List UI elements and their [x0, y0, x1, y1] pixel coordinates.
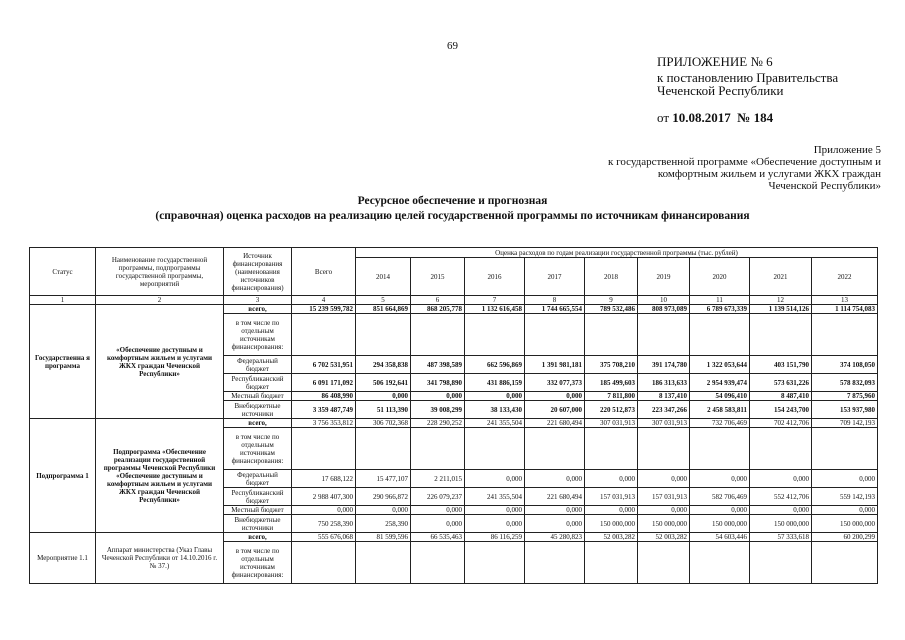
row-value: 732 706,469 — [690, 419, 750, 428]
title-line-2: (справочная) оценка расходов на реализацию целей государственной программы по источникам финансирования — [155, 210, 750, 222]
row-value: 241 355,504 — [465, 419, 525, 428]
row-value — [638, 314, 690, 356]
column-number: 3 — [224, 296, 292, 305]
row-value — [690, 314, 750, 356]
row-value: 228 290,252 — [411, 419, 465, 428]
row-value: 3 359 487,749 — [292, 401, 356, 419]
row-value: 15 477,107 — [356, 470, 411, 488]
row-value — [356, 428, 411, 470]
subappendix-block — [608, 144, 881, 192]
row-value: 8 487,410 — [750, 392, 812, 401]
row-value: 306 702,368 — [356, 419, 411, 428]
row-value: 150 000,000 — [750, 515, 812, 533]
appendix-line-3: Чеченской Республики — [657, 83, 784, 98]
column-number: 7 — [465, 296, 525, 305]
row-value: 20 607,000 — [525, 401, 585, 419]
row-value: 403 151,790 — [750, 356, 812, 374]
column-number: 1 — [30, 296, 96, 305]
row-value: 52 003,282 — [585, 533, 638, 542]
header-total: Всего — [292, 248, 356, 296]
row-value: 868 205,778 — [411, 305, 465, 314]
row-source: Федеральный бюджет — [224, 470, 292, 488]
row-value: 54 603,446 — [690, 533, 750, 542]
row-value: 307 031,913 — [638, 419, 690, 428]
column-number: 8 — [525, 296, 585, 305]
subappendix-line-2: к государственной программе «Обеспечение доступным и — [607, 156, 881, 168]
row-value: 8 137,410 — [638, 392, 690, 401]
subappendix-line-4: Чеченской Республики» — [768, 180, 881, 192]
header-status: Статус — [30, 248, 96, 296]
column-number: 11 — [690, 296, 750, 305]
row-value: 0,000 — [465, 506, 525, 515]
row-source: всего, — [224, 533, 292, 542]
column-number: 2 — [96, 296, 224, 305]
header-year: 2016 — [465, 258, 525, 296]
row-value: 0,000 — [585, 506, 638, 515]
row-value: 186 313,633 — [638, 374, 690, 392]
row-source: Республиканский бюджет — [224, 374, 292, 392]
column-number: 4 — [292, 296, 356, 305]
row-value: 0,000 — [812, 470, 878, 488]
row-source: Республиканский бюджет — [224, 488, 292, 506]
row-value — [812, 428, 878, 470]
row-value: 0,000 — [411, 506, 465, 515]
row-value: 851 664,869 — [356, 305, 411, 314]
row-value — [292, 542, 356, 584]
header-year: 2020 — [690, 258, 750, 296]
row-value: 81 599,596 — [356, 533, 411, 542]
row-value: 555 676,068 — [292, 533, 356, 542]
row-value: 7 811,800 — [585, 392, 638, 401]
row-value: 1 139 514,126 — [750, 305, 812, 314]
row-source: Федеральный бюджет — [224, 356, 292, 374]
row-value: 290 966,872 — [356, 488, 411, 506]
row-source: Внебюджетные источники — [224, 515, 292, 533]
row-value: 60 200,299 — [812, 533, 878, 542]
row-value: 662 596,869 — [465, 356, 525, 374]
row-value — [292, 314, 356, 356]
table-row — [30, 419, 878, 428]
row-value: 38 133,430 — [465, 401, 525, 419]
row-name: Подпрограмма «Обеспечение реализации государственной программы Чеченской Республики «Обеспечение доступным и комфортным жильем и услугами ЖКХ граждан Чеченской Республики» — [96, 419, 224, 533]
row-value — [525, 314, 585, 356]
row-value — [638, 428, 690, 470]
row-source: в том числе по отдельным источникам финансирования: — [224, 428, 292, 470]
row-value: 157 031,913 — [585, 488, 638, 506]
appendix-date-line — [657, 111, 838, 124]
row-value: 57 333,618 — [750, 533, 812, 542]
row-value: 750 258,390 — [292, 515, 356, 533]
row-source: всего, — [224, 305, 292, 314]
header-year: 2021 — [750, 258, 812, 296]
row-value: 6 091 171,092 — [292, 374, 356, 392]
row-value: 332 077,373 — [525, 374, 585, 392]
row-value: 487 398,589 — [411, 356, 465, 374]
row-value: 0,000 — [525, 392, 585, 401]
column-number: 6 — [411, 296, 465, 305]
row-value — [465, 542, 525, 584]
table-row — [30, 533, 878, 542]
row-value: 6 702 531,951 — [292, 356, 356, 374]
row-name: Аппарат министерства (Указ Главы Чеченской Республики от 14.10.2016 г. № 37.) — [96, 533, 224, 584]
title-line-1: Ресурсное обеспечение и прогнозная — [357, 195, 548, 207]
document-title — [0, 194, 905, 224]
row-value — [690, 428, 750, 470]
row-value: 1 114 754,083 — [812, 305, 878, 314]
row-value: 578 832,093 — [812, 374, 878, 392]
row-value — [585, 542, 638, 584]
row-value: 221 680,494 — [525, 419, 585, 428]
row-value: 391 174,780 — [638, 356, 690, 374]
row-value: 0,000 — [411, 392, 465, 401]
row-value: 431 886,159 — [465, 374, 525, 392]
row-value: 45 280,823 — [525, 533, 585, 542]
row-value: 3 756 353,812 — [292, 419, 356, 428]
header-year: 2018 — [585, 258, 638, 296]
row-value: 150 000,000 — [812, 515, 878, 533]
row-value: 0,000 — [638, 506, 690, 515]
appendix-block — [657, 55, 838, 124]
row-value: 789 532,486 — [585, 305, 638, 314]
row-value: 226 079,237 — [411, 488, 465, 506]
row-value: 0,000 — [292, 506, 356, 515]
row-value: 702 412,706 — [750, 419, 812, 428]
row-value: 39 008,299 — [411, 401, 465, 419]
row-value: 1 744 665,554 — [525, 305, 585, 314]
row-value: 220 512,873 — [585, 401, 638, 419]
row-value: 150 000,000 — [585, 515, 638, 533]
row-value: 157 031,913 — [638, 488, 690, 506]
appendix-title: ПРИЛОЖЕНИЕ № 6 — [657, 54, 773, 69]
row-value — [812, 542, 878, 584]
row-value: 294 358,838 — [356, 356, 411, 374]
header-year: 2014 — [356, 258, 411, 296]
row-value: 17 688,122 — [292, 470, 356, 488]
row-value — [356, 314, 411, 356]
row-value: 374 108,050 — [812, 356, 878, 374]
row-value: 258,390 — [356, 515, 411, 533]
row-status: Государственна я программа — [30, 305, 96, 419]
row-value — [690, 542, 750, 584]
row-value — [812, 314, 878, 356]
header-year: 2019 — [638, 258, 690, 296]
row-value: 0,000 — [750, 470, 812, 488]
header-source: Источник финансирования (наименования источников финансирования) — [224, 248, 292, 296]
row-value: 1 132 616,458 — [465, 305, 525, 314]
row-value — [525, 428, 585, 470]
row-value: 573 631,226 — [750, 374, 812, 392]
appendix-date-prefix: от — [657, 110, 670, 125]
row-value — [750, 542, 812, 584]
row-value — [638, 542, 690, 584]
row-value: 0,000 — [356, 506, 411, 515]
row-value: 154 243,700 — [750, 401, 812, 419]
row-value: 2 458 583,811 — [690, 401, 750, 419]
row-value: 552 412,706 — [750, 488, 812, 506]
header-name: Наименование государственной программы, подпрограммы государственной программы, мероприятий — [96, 248, 224, 296]
row-value — [750, 428, 812, 470]
row-value: 221 680,494 — [525, 488, 585, 506]
row-source: Внебюджетные источники — [224, 401, 292, 419]
row-source: в том числе по отдельным источникам финансирования: — [224, 542, 292, 584]
row-status: Подпрограмма 1 — [30, 419, 96, 533]
row-value: 0,000 — [638, 470, 690, 488]
row-value: 66 535,463 — [411, 533, 465, 542]
row-value: 375 708,210 — [585, 356, 638, 374]
row-value: 307 031,913 — [585, 419, 638, 428]
row-value — [356, 542, 411, 584]
row-value: 185 499,603 — [585, 374, 638, 392]
row-value: 808 973,089 — [638, 305, 690, 314]
row-value: 0,000 — [812, 506, 878, 515]
row-source: Местный бюджет — [224, 392, 292, 401]
column-number: 5 — [356, 296, 411, 305]
resource-table — [29, 247, 878, 584]
header-estimate: Оценка расходов по годам реализации государственной программы (тыс. рублей) — [356, 248, 878, 258]
header-year: 2022 — [812, 258, 878, 296]
row-value: 6 789 673,339 — [690, 305, 750, 314]
row-name: «Обеспечение доступным и комфортным жильем и услугами ЖКХ граждан Чеченской Республики» — [96, 305, 224, 419]
column-number: 13 — [812, 296, 878, 305]
row-value: 0,000 — [465, 392, 525, 401]
row-value: 153 937,980 — [812, 401, 878, 419]
row-source: Местный бюджет — [224, 506, 292, 515]
row-value: 150 000,000 — [690, 515, 750, 533]
page-number: 69 — [447, 40, 458, 52]
row-value: 241 355,504 — [465, 488, 525, 506]
row-value: 52 003,282 — [638, 533, 690, 542]
row-value — [411, 542, 465, 584]
row-value: 0,000 — [585, 470, 638, 488]
appendix-line-2: к постановлению Правительства — [657, 70, 839, 85]
row-source: в том числе по отдельным источникам финансирования: — [224, 314, 292, 356]
column-number: 10 — [638, 296, 690, 305]
column-number: 9 — [585, 296, 638, 305]
row-value — [292, 428, 356, 470]
row-value: 0,000 — [525, 506, 585, 515]
row-value: 0,000 — [525, 515, 585, 533]
subappendix-line-3: комфортным жильем и услугами ЖКХ граждан — [657, 168, 881, 180]
row-value: 709 142,193 — [812, 419, 878, 428]
row-value: 0,000 — [525, 470, 585, 488]
row-value: 0,000 — [356, 392, 411, 401]
row-value: 223 347,266 — [638, 401, 690, 419]
row-value: 7 875,960 — [812, 392, 878, 401]
row-value: 86 408,990 — [292, 392, 356, 401]
appendix-number: № 184 — [737, 110, 774, 125]
appendix-date: 10.08.2017 — [672, 110, 731, 125]
row-value: 1 391 981,181 — [525, 356, 585, 374]
row-source: всего, — [224, 419, 292, 428]
row-value: 15 239 599,782 — [292, 305, 356, 314]
row-value — [465, 314, 525, 356]
header-year: 2015 — [411, 258, 465, 296]
row-value — [585, 314, 638, 356]
row-value: 2 211,015 — [411, 470, 465, 488]
row-value: 0,000 — [465, 515, 525, 533]
row-value: 0,000 — [465, 470, 525, 488]
row-value: 341 798,890 — [411, 374, 465, 392]
subappendix-title: Приложение 5 — [813, 144, 881, 156]
row-value: 2 988 407,300 — [292, 488, 356, 506]
row-value: 2 954 939,474 — [690, 374, 750, 392]
row-value — [411, 428, 465, 470]
row-value — [750, 314, 812, 356]
row-value: 0,000 — [690, 506, 750, 515]
row-value: 506 192,641 — [356, 374, 411, 392]
row-value: 54 096,410 — [690, 392, 750, 401]
row-value — [411, 314, 465, 356]
row-value: 559 142,193 — [812, 488, 878, 506]
header-year: 2017 — [525, 258, 585, 296]
row-value — [585, 428, 638, 470]
row-value: 51 113,390 — [356, 401, 411, 419]
row-value: 0,000 — [750, 506, 812, 515]
row-value — [465, 428, 525, 470]
row-value — [525, 542, 585, 584]
row-value: 582 706,469 — [690, 488, 750, 506]
row-value: 86 116,259 — [465, 533, 525, 542]
row-value: 0,000 — [411, 515, 465, 533]
row-status: Мероприятие 1.1 — [30, 533, 96, 584]
table-row — [30, 305, 878, 314]
row-value: 0,000 — [690, 470, 750, 488]
row-value: 1 322 053,644 — [690, 356, 750, 374]
row-value: 150 000,000 — [638, 515, 690, 533]
column-number: 12 — [750, 296, 812, 305]
